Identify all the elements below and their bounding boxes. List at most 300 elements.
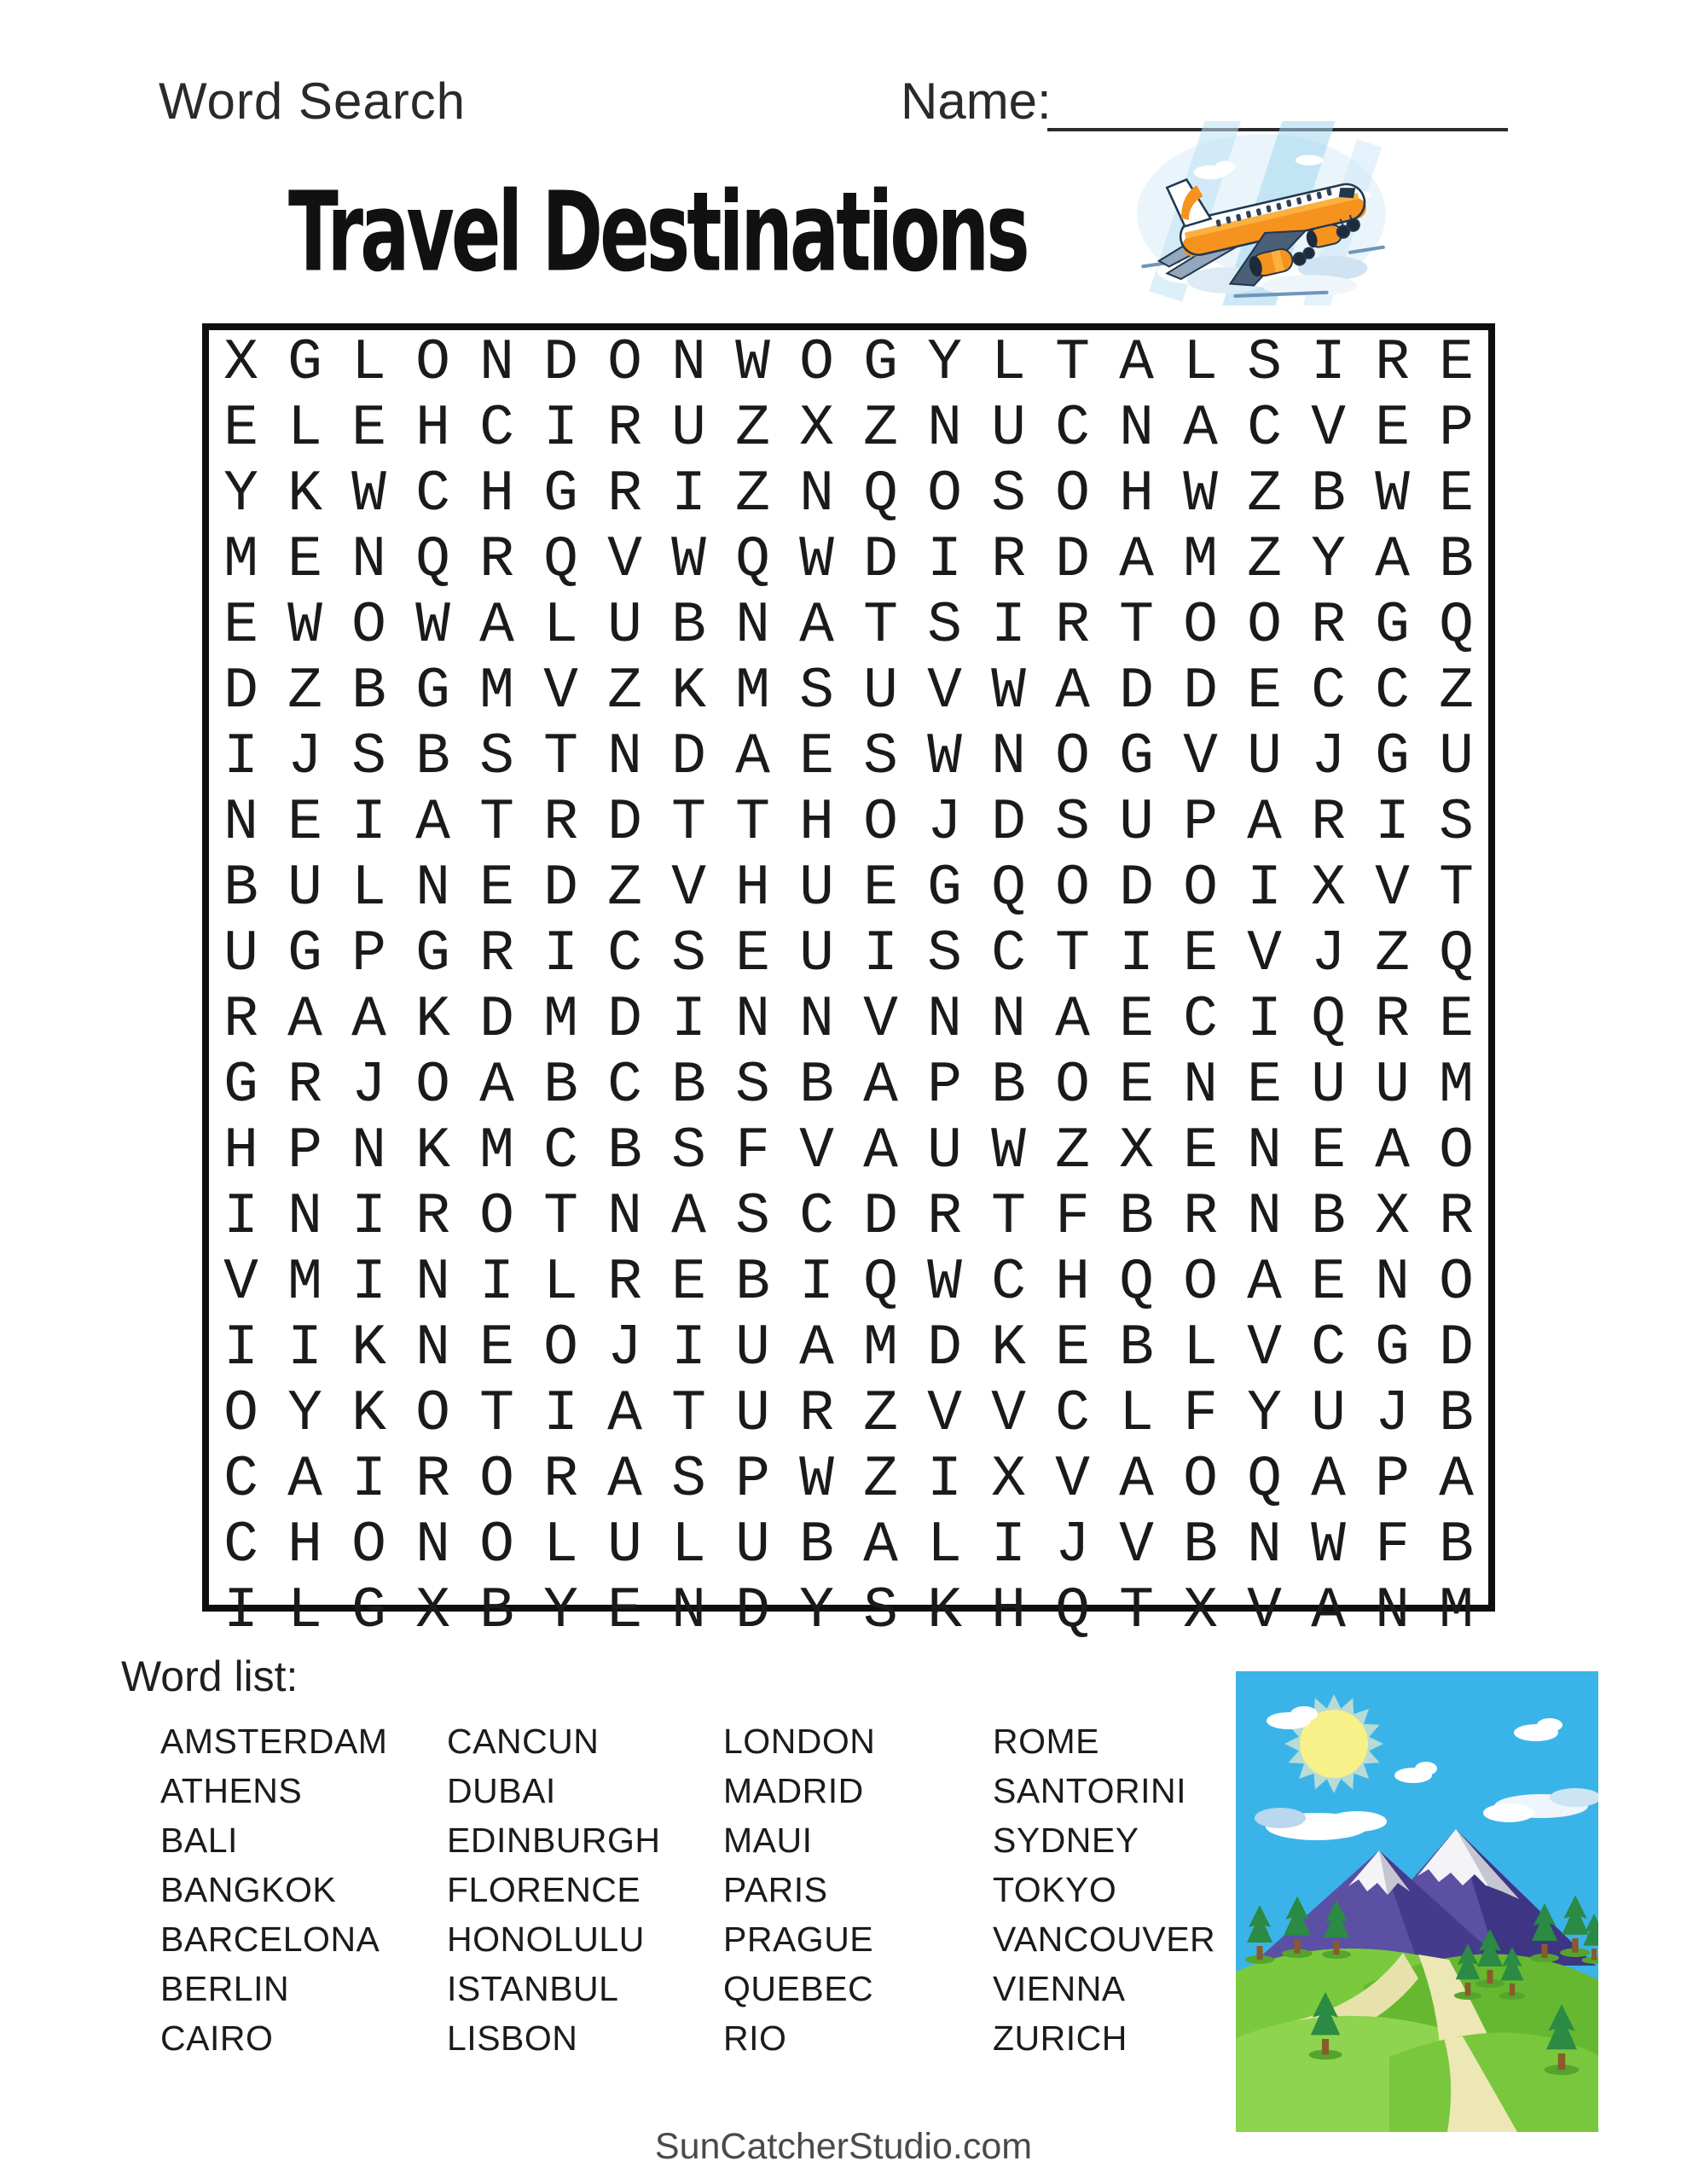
grid-cell: Y <box>1311 527 1346 593</box>
grid-cell: E <box>1247 659 1282 724</box>
grid-cell: K <box>351 1316 386 1381</box>
grid-cell: S <box>1247 330 1282 396</box>
grid-cell: P <box>735 1447 770 1513</box>
grid-cell: Z <box>735 396 770 462</box>
grid-cell: J <box>927 790 962 856</box>
grid-cell: S <box>991 462 1026 527</box>
grid-cell: N <box>1375 1578 1410 1644</box>
grid-cell: N <box>415 856 450 921</box>
grid-cell: V <box>1247 921 1282 987</box>
word-list-item: SYDNEY <box>993 1821 1139 1860</box>
grid-cell: D <box>927 1316 962 1381</box>
grid-cell: M <box>735 659 770 724</box>
grid-cell: V <box>671 856 706 921</box>
grid-cell: N <box>223 790 258 856</box>
word-list-item: VANCOUVER <box>993 1920 1216 1959</box>
grid-cell: U <box>607 1513 642 1578</box>
grid-cell: E <box>1439 330 1474 396</box>
grid-cell: A <box>1055 659 1090 724</box>
grid-cell: M <box>863 1316 898 1381</box>
grid-cell: H <box>479 462 514 527</box>
grid-cell: B <box>1439 1381 1474 1447</box>
grid-cell: H <box>1119 462 1154 527</box>
grid-cell: N <box>799 987 834 1053</box>
grid-cell: G <box>415 921 450 987</box>
word-list-item: PRAGUE <box>723 1920 874 1959</box>
grid-cell: B <box>799 1053 834 1118</box>
grid-cell: A <box>1311 1578 1346 1644</box>
grid-cell: E <box>1119 1053 1154 1118</box>
grid-cell: O <box>479 1513 514 1578</box>
grid-cell: W <box>1311 1513 1346 1578</box>
grid-cell: Z <box>287 659 322 724</box>
grid-cell: A <box>735 724 770 790</box>
grid-cell: H <box>287 1513 322 1578</box>
grid-cell: K <box>991 1316 1026 1381</box>
grid-cell: X <box>1375 1184 1410 1250</box>
grid-cell: K <box>415 987 450 1053</box>
grid-cell: E <box>1439 462 1474 527</box>
grid-cell: C <box>1247 396 1282 462</box>
grid-cell: O <box>1055 856 1090 921</box>
grid-cell: C <box>1183 987 1218 1053</box>
grid-cell: M <box>1439 1578 1474 1644</box>
grid-cell: U <box>1119 790 1154 856</box>
grid-cell: T <box>543 724 578 790</box>
grid-cell: Q <box>1055 1578 1090 1644</box>
name-label: Name: <box>901 73 1052 130</box>
grid-cell: U <box>223 921 258 987</box>
grid-cell: O <box>415 330 450 396</box>
grid-cell: V <box>799 1118 834 1184</box>
grid-cell: X <box>1119 1118 1154 1184</box>
grid-cell: N <box>1247 1118 1282 1184</box>
grid-cell: O <box>543 1316 578 1381</box>
grid-cell: N <box>1247 1513 1282 1578</box>
grid-cell: I <box>223 1316 258 1381</box>
grid-cell: V <box>927 1381 962 1447</box>
grid-cell: O <box>1183 1447 1218 1513</box>
grid-cell: T <box>479 790 514 856</box>
grid-cell: Z <box>863 1447 898 1513</box>
grid-cell: T <box>1055 921 1090 987</box>
grid-cell: Q <box>1439 921 1474 987</box>
grid-cell: D <box>543 330 578 396</box>
grid-cell: R <box>607 1250 642 1316</box>
grid-cell: B <box>671 593 706 659</box>
grid-cell: I <box>1375 790 1410 856</box>
grid-cell: O <box>479 1447 514 1513</box>
grid-cell: A <box>1375 1118 1410 1184</box>
grid-cell: J <box>1055 1513 1090 1578</box>
grid-cell: T <box>991 1184 1026 1250</box>
grid-cell: M <box>1439 1053 1474 1118</box>
grid-cell: I <box>799 1250 834 1316</box>
grid-cell: C <box>991 921 1026 987</box>
grid-cell: E <box>1119 987 1154 1053</box>
grid-cell: W <box>1183 462 1218 527</box>
grid-cell: S <box>863 1578 898 1644</box>
grid-cell: P <box>1439 396 1474 462</box>
grid-cell: O <box>415 1381 450 1447</box>
grid-cell: E <box>735 921 770 987</box>
grid-cell: A <box>1247 790 1282 856</box>
grid-cell: N <box>991 724 1026 790</box>
grid-cell: M <box>223 527 258 593</box>
grid-cell: I <box>543 921 578 987</box>
grid-cell: H <box>991 1578 1026 1644</box>
grid-cell: Z <box>1055 1118 1090 1184</box>
grid-cell: W <box>415 593 450 659</box>
grid-cell: T <box>543 1184 578 1250</box>
grid-cell: E <box>351 396 386 462</box>
grid-cell: E <box>287 790 322 856</box>
grid-cell: N <box>671 330 706 396</box>
word-list-item: MADRID <box>723 1771 864 1810</box>
grid-cell: S <box>1055 790 1090 856</box>
airplane-icon <box>1131 121 1392 305</box>
grid-cell: S <box>863 724 898 790</box>
grid-cell: E <box>1311 1118 1346 1184</box>
grid-cell: A <box>415 790 450 856</box>
grid-cell: O <box>1183 1250 1218 1316</box>
grid-cell: R <box>1375 987 1410 1053</box>
airplane-illustration <box>1131 121 1392 305</box>
grid-cell: U <box>799 921 834 987</box>
grid-cell: P <box>351 921 386 987</box>
grid-cell: Z <box>1375 921 1410 987</box>
word-list-item: SANTORINI <box>993 1771 1186 1810</box>
grid-cell: V <box>607 527 642 593</box>
grid-cell: N <box>991 987 1026 1053</box>
grid-cell: I <box>991 1513 1026 1578</box>
grid-cell: D <box>671 724 706 790</box>
grid-cell: A <box>479 593 514 659</box>
grid-cell: U <box>991 396 1026 462</box>
grid-cell: O <box>479 1184 514 1250</box>
grid-cell: H <box>415 396 450 462</box>
grid-cell: N <box>735 593 770 659</box>
grid-cell: E <box>1183 1118 1218 1184</box>
grid-cell: A <box>607 1381 642 1447</box>
word-list-item: ATHENS <box>160 1771 303 1810</box>
grid-cell: N <box>287 1184 322 1250</box>
grid-cell: O <box>223 1381 258 1447</box>
grid-cell: M <box>287 1250 322 1316</box>
word-list-item: VIENNA <box>993 1969 1126 2008</box>
word-list-column-2 <box>447 1716 728 2063</box>
grid-cell: K <box>415 1118 450 1184</box>
grid-cell: B <box>223 856 258 921</box>
grid-cell: S <box>351 724 386 790</box>
grid-cell: L <box>1119 1381 1154 1447</box>
grid-cell: A <box>799 1316 834 1381</box>
grid-cell: C <box>607 1053 642 1118</box>
grid-cell: J <box>607 1316 642 1381</box>
word-list-column-1 <box>160 1716 442 2063</box>
grid-cell: A <box>863 1118 898 1184</box>
grid-cell: I <box>1311 330 1346 396</box>
grid-cell: U <box>927 1118 962 1184</box>
grid-cell: B <box>735 1250 770 1316</box>
grid-cell: O <box>863 790 898 856</box>
grid-cell: O <box>351 593 386 659</box>
grid-cell: W <box>991 659 1026 724</box>
grid-cell: S <box>799 659 834 724</box>
grid-cell: O <box>1055 1053 1090 1118</box>
grid-cell: H <box>1055 1250 1090 1316</box>
grid-cell: I <box>671 462 706 527</box>
grid-cell: R <box>287 1053 322 1118</box>
grid-cell: Q <box>1119 1250 1154 1316</box>
grid-cell: A <box>1119 330 1154 396</box>
grid-cell: T <box>863 593 898 659</box>
grid-cell: R <box>607 462 642 527</box>
grid-cell: I <box>991 593 1026 659</box>
footer-site-credit: SunCatcherStudio.com <box>654 2126 1033 2167</box>
grid-cell: R <box>607 396 642 462</box>
word-list-item: LISBON <box>447 2018 578 2058</box>
grid-cell: U <box>735 1513 770 1578</box>
grid-cell: B <box>799 1513 834 1578</box>
grid-cell: T <box>671 790 706 856</box>
grid-cell: Q <box>863 1250 898 1316</box>
grid-cell: N <box>351 527 386 593</box>
grid-cell: A <box>479 1053 514 1118</box>
grid-cell: Z <box>863 1381 898 1447</box>
grid-cell: T <box>1439 856 1474 921</box>
grid-cell: V <box>927 659 962 724</box>
grid-cell: I <box>927 1447 962 1513</box>
grid-cell: N <box>607 1184 642 1250</box>
grid-cell: C <box>1311 659 1346 724</box>
grid-cell: D <box>543 856 578 921</box>
grid-cell: U <box>287 856 322 921</box>
grid-cell: B <box>607 1118 642 1184</box>
grid-cell: J <box>351 1053 386 1118</box>
grid-cell: E <box>1439 987 1474 1053</box>
grid-cell: C <box>223 1447 258 1513</box>
grid-cell: T <box>1119 1578 1154 1644</box>
grid-cell: R <box>415 1184 450 1250</box>
grid-cell: D <box>1119 856 1154 921</box>
grid-cell: F <box>735 1118 770 1184</box>
grid-cell: U <box>607 593 642 659</box>
grid-cell: A <box>607 1447 642 1513</box>
grid-cell: W <box>671 527 706 593</box>
word-list-item: BALI <box>160 1821 238 1860</box>
grid-cell: I <box>351 790 386 856</box>
grid-cell: O <box>1247 593 1282 659</box>
grid-cell: O <box>927 462 962 527</box>
grid-cell: R <box>1311 593 1346 659</box>
grid-cell: K <box>351 1381 386 1447</box>
grid-cell: N <box>415 1513 450 1578</box>
grid-cell: N <box>1375 1250 1410 1316</box>
grid-cell: I <box>1119 921 1154 987</box>
grid-cell: D <box>1055 527 1090 593</box>
word-list-column-3 <box>723 1716 1005 2063</box>
grid-cell: N <box>479 330 514 396</box>
grid-cell: T <box>1055 330 1090 396</box>
grid-cell: S <box>735 1053 770 1118</box>
grid-cell: V <box>1055 1447 1090 1513</box>
word-list-item: RIO <box>723 2018 787 2058</box>
grid-cell: R <box>927 1184 962 1250</box>
grid-cell: S <box>927 593 962 659</box>
worksheet-type-label: Word Search <box>159 73 467 130</box>
grid-cell: V <box>1375 856 1410 921</box>
grid-cell: D <box>991 790 1026 856</box>
grid-cell: R <box>543 790 578 856</box>
grid-cell: G <box>351 1578 386 1644</box>
grid-cell: O <box>351 1513 386 1578</box>
grid-cell: E <box>287 527 322 593</box>
grid-cell: O <box>1055 462 1090 527</box>
grid-cell: I <box>223 724 258 790</box>
word-list-item: ISTANBUL <box>447 1969 619 2008</box>
grid-cell: D <box>223 659 258 724</box>
word-list-item: PARIS <box>723 1870 828 1909</box>
grid-cell: A <box>1247 1250 1282 1316</box>
grid-cell: S <box>1439 790 1474 856</box>
grid-cell: R <box>223 987 258 1053</box>
grid-cell: F <box>1375 1513 1410 1578</box>
grid-cell: I <box>671 987 706 1053</box>
grid-cell: U <box>735 1316 770 1381</box>
grid-cell: B <box>991 1053 1026 1118</box>
grid-cell: U <box>1311 1053 1346 1118</box>
grid-cell: E <box>223 593 258 659</box>
grid-cell: B <box>1439 1513 1474 1578</box>
grid-cell: A <box>1119 1447 1154 1513</box>
grid-cell: S <box>927 921 962 987</box>
grid-cell: I <box>927 527 962 593</box>
grid-cell: X <box>223 330 258 396</box>
grid-cell: B <box>1311 1184 1346 1250</box>
grid-cell: R <box>415 1447 450 1513</box>
grid-cell: S <box>479 724 514 790</box>
grid-cell: V <box>1247 1316 1282 1381</box>
grid-cell: R <box>1375 330 1410 396</box>
grid-cell: W <box>799 1447 834 1513</box>
grid-cell: R <box>1439 1184 1474 1250</box>
grid-cell: K <box>287 462 322 527</box>
grid-cell: F <box>1055 1184 1090 1250</box>
grid-cell: O <box>415 1053 450 1118</box>
grid-cell: I <box>351 1184 386 1250</box>
word-list-item: BARCELONA <box>160 1920 380 1959</box>
grid-cell: E <box>1247 1053 1282 1118</box>
grid-cell: C <box>799 1184 834 1250</box>
word-list-item: EDINBURGH <box>447 1821 661 1860</box>
grid-cell: O <box>1439 1118 1474 1184</box>
grid-cell: A <box>1375 527 1410 593</box>
grid-cell: R <box>543 1447 578 1513</box>
grid-cell: N <box>415 1250 450 1316</box>
grid-cell: A <box>287 987 322 1053</box>
grid-cell: Z <box>1247 462 1282 527</box>
grid-cell: M <box>543 987 578 1053</box>
grid-cell: P <box>287 1118 322 1184</box>
grid-cell: X <box>1183 1578 1218 1644</box>
grid-cell: Y <box>799 1578 834 1644</box>
word-list-item: ZURICH <box>993 2018 1128 2058</box>
grid-cell: Z <box>1439 659 1474 724</box>
grid-cell: V <box>991 1381 1026 1447</box>
grid-cell: W <box>799 527 834 593</box>
grid-cell: I <box>287 1316 322 1381</box>
grid-cell: G <box>287 921 322 987</box>
grid-cell: C <box>1311 1316 1346 1381</box>
grid-cell: D <box>479 987 514 1053</box>
grid-cell: Q <box>415 527 450 593</box>
grid-cell: Q <box>991 856 1026 921</box>
grid-cell: C <box>543 1118 578 1184</box>
grid-cell: A <box>863 1513 898 1578</box>
grid-cell: Y <box>223 462 258 527</box>
grid-cell: L <box>543 1250 578 1316</box>
grid-cell: R <box>1183 1184 1218 1250</box>
grid-cell: A <box>1119 527 1154 593</box>
word-list-item: CAIRO <box>160 2018 274 2058</box>
grid-cell: I <box>543 396 578 462</box>
grid-cell: L <box>543 593 578 659</box>
grid-cell: N <box>415 1316 450 1381</box>
grid-cell: U <box>735 1381 770 1447</box>
grid-cell: B <box>1119 1184 1154 1250</box>
grid-cell: M <box>479 1118 514 1184</box>
grid-cell: C <box>1055 1381 1090 1447</box>
grid-cell: Y <box>543 1578 578 1644</box>
grid-cell: G <box>927 856 962 921</box>
grid-cell: U <box>1311 1381 1346 1447</box>
grid-cell: N <box>607 724 642 790</box>
grid-cell: W <box>287 593 322 659</box>
grid-cell: N <box>927 987 962 1053</box>
grid-cell: G <box>1375 1316 1410 1381</box>
grid-cell: P <box>1183 790 1218 856</box>
grid-cell: D <box>607 987 642 1053</box>
puzzle-grid <box>209 330 1488 1644</box>
grid-cell: R <box>479 921 514 987</box>
grid-cell: B <box>1439 527 1474 593</box>
grid-cell: Q <box>1247 1447 1282 1513</box>
grid-cell: W <box>927 1250 962 1316</box>
grid-cell: V <box>863 987 898 1053</box>
grid-cell: U <box>1375 1053 1410 1118</box>
grid-cell: E <box>1055 1316 1090 1381</box>
word-list-item: AMSTERDAM <box>160 1722 388 1761</box>
grid-cell: A <box>1055 987 1090 1053</box>
grid-cell: C <box>991 1250 1026 1316</box>
mountain-landscape-illustration <box>1236 1671 1598 2132</box>
grid-cell: B <box>543 1053 578 1118</box>
grid-cell: E <box>671 1250 706 1316</box>
grid-cell: R <box>1311 790 1346 856</box>
grid-cell: R <box>479 527 514 593</box>
grid-cell: L <box>991 330 1026 396</box>
grid-cell: W <box>351 462 386 527</box>
grid-cell: W <box>1375 462 1410 527</box>
grid-cell: L <box>287 1578 322 1644</box>
grid-cell: U <box>1439 724 1474 790</box>
grid-cell: S <box>671 921 706 987</box>
grid-cell: O <box>1055 724 1090 790</box>
grid-cell: E <box>607 1578 642 1644</box>
grid-cell: S <box>671 1447 706 1513</box>
grid-cell: I <box>543 1381 578 1447</box>
